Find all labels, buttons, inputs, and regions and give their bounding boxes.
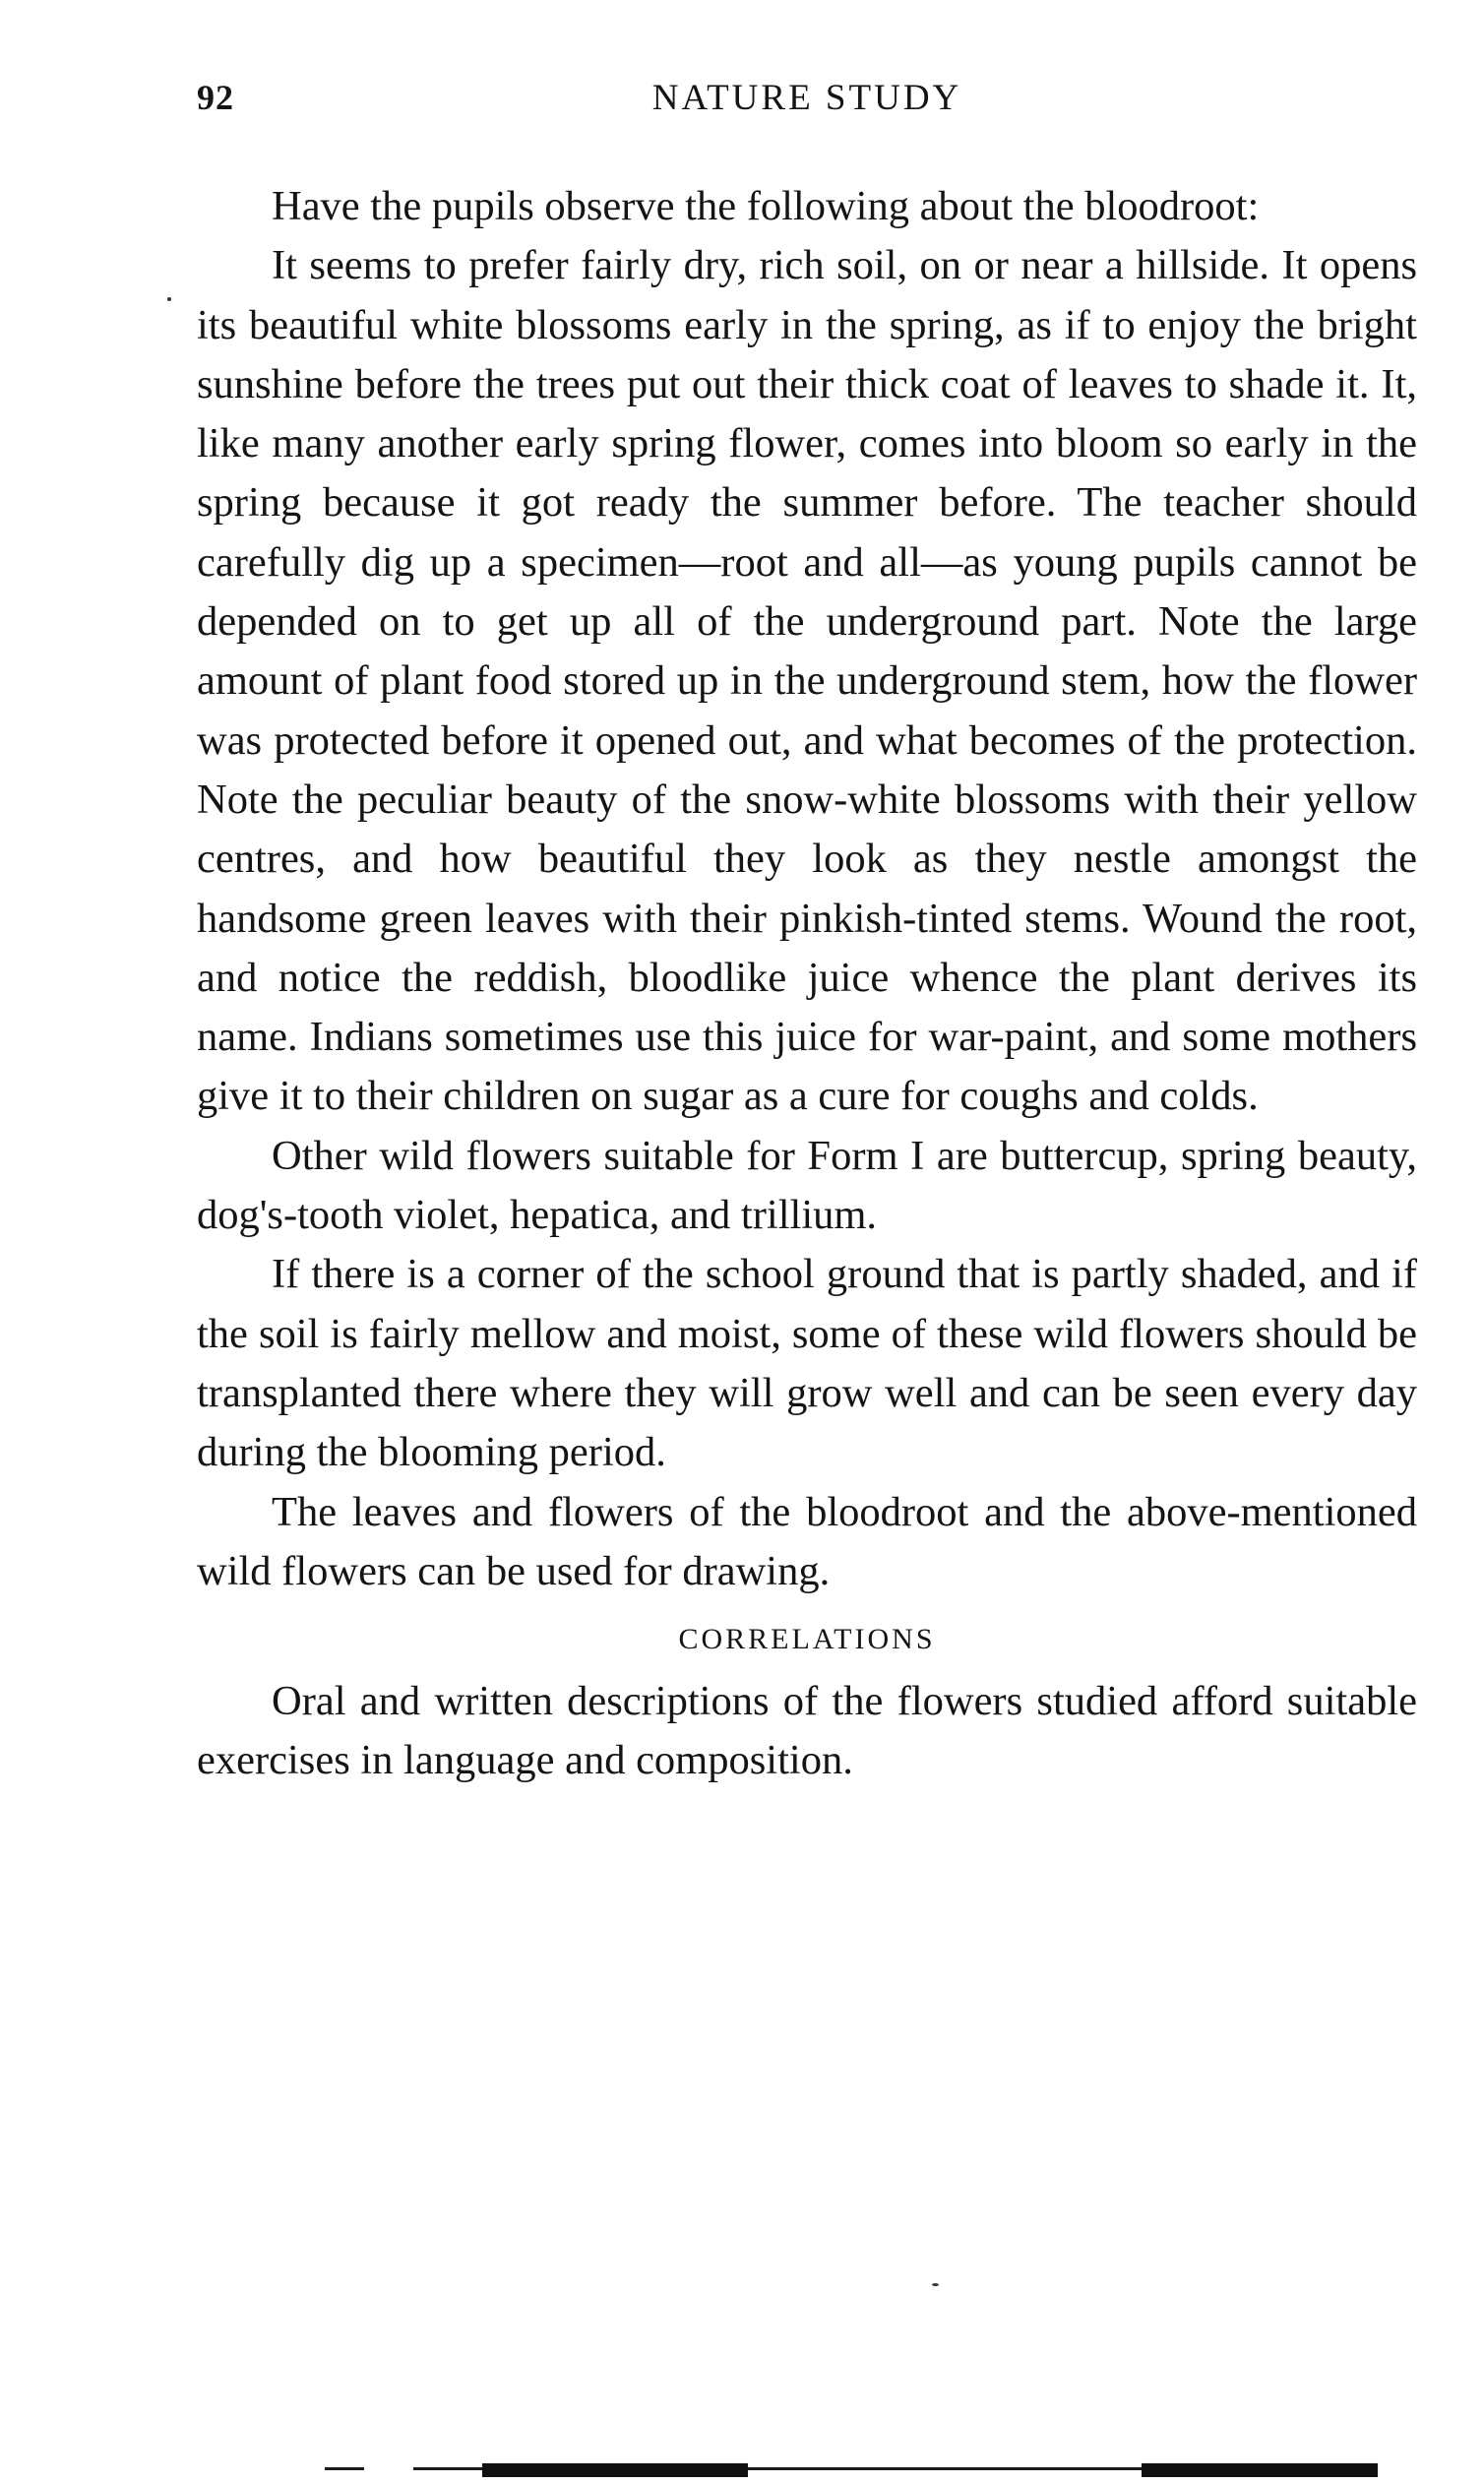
paragraph-correlations: Oral and written descriptions of the flowers studied afford suitable exercises in language and composition. <box>197 1678 1417 1784</box>
paragraph-bloodroot: It seems to prefer fairly dry, rich soil, on or near a hillside. It opens its beautiful white blossoms early in the spring, as if to enjoy the bright sunshine before the trees put out their thick coat of leaves to shade it. It, like many another early spring flower, comes into bloom so early in the spring because it got ready the summer before. The teacher should carefully dig up a specimen—root and all—as young pupils cannot be depended on to get up all of the underground part. Note the large amount of plant food stored up in the underground stem, how the flower was protected before it opened out, and what becomes of the protection. Note the peculiar beauty of the snow-white blossoms with their yellow centres, and how beautiful they look as they nestle amongst the handsome green leaves with their pinkish-tinted stems. Wound the root, and notice the reddish, bloodlike juice whence the plant derives its name. Indians sometimes use this juice for war-paint, and some mothers give it to their children on sugar as a cure for coughs and colds. <box>197 242 1417 1120</box>
rule-segment <box>1142 2463 1378 2477</box>
rule-segment <box>482 2463 748 2477</box>
running-head <box>197 77 1417 126</box>
paragraph-intro: Have the pupils observe the following about the bloodroot: <box>272 183 1260 229</box>
section-heading-correlations: CORRELATIONS <box>678 1623 936 1656</box>
body-text <box>197 177 1417 1791</box>
scan-speck <box>167 297 171 301</box>
scan-speck <box>932 2283 939 2286</box>
running-title: NATURE STUDY <box>651 78 962 118</box>
rule-segment <box>325 2467 364 2470</box>
paragraph-other-wild-flowers: Other wild flowers suitable for Form I are buttercup, spring beauty, dog's-tooth violet, hepatica, and trillium. <box>197 1132 1417 1239</box>
bottom-scan-rule <box>325 2463 1378 2477</box>
paragraph-transplanting: If there is a corner of the school ground that is partly shaded, and if the soil is fairly mellow and moist, some of these wild flowers should be transplanted there where they will grow well and can be seen every day during the blooming period. <box>197 1251 1417 1476</box>
paragraph-drawing: The leaves and flowers of the bloodroot and the above-mentioned wild flowers can be used for drawing. <box>197 1488 1417 1594</box>
page-number: 92 <box>197 78 234 117</box>
